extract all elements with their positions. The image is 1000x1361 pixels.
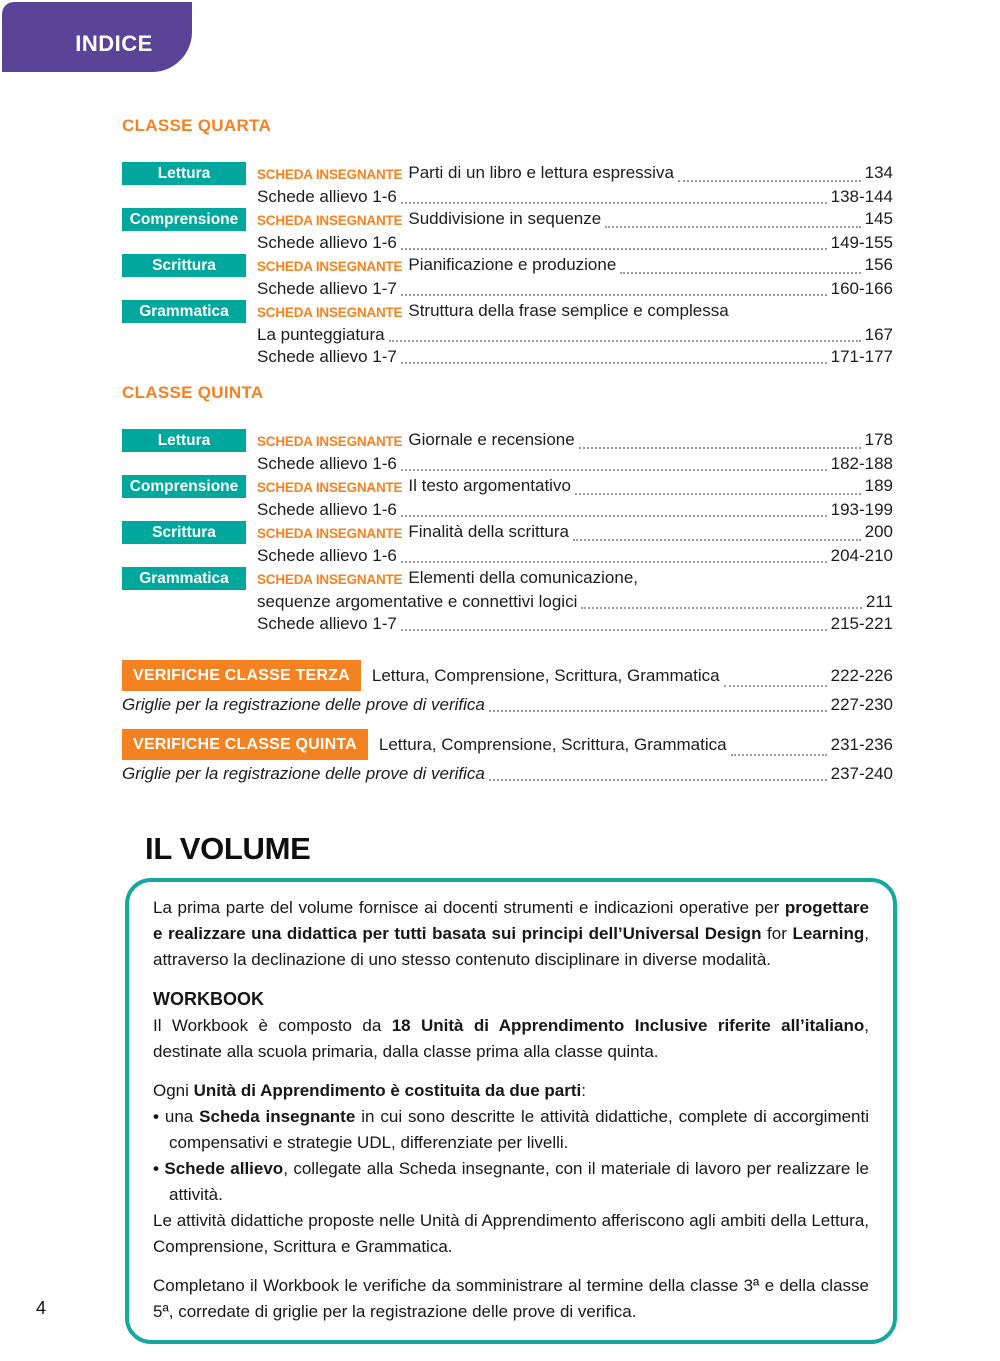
dot-leader	[489, 710, 827, 712]
entry-line	[257, 475, 893, 499]
text-run: una	[164, 1107, 200, 1126]
index-content	[122, 116, 893, 1344]
dot-leader	[389, 340, 861, 342]
dot-leader	[605, 226, 860, 228]
entry-title: sequenze argomentative e connettivi logici	[257, 592, 578, 611]
entry-line	[257, 545, 893, 567]
page-number: 160-166	[830, 279, 893, 298]
dot-leader	[401, 629, 827, 631]
index-entry-comprensione	[122, 208, 893, 254]
verifiche-block	[122, 660, 893, 785]
griglie-label: Griglie per la registrazione delle prove di verifica	[122, 695, 485, 714]
page-number: 145	[864, 209, 893, 228]
page-number: 134	[864, 163, 893, 182]
entry-title: Schede allievo 1-6	[257, 500, 397, 519]
dot-leader	[401, 561, 827, 563]
entry-title: La punteggiatura	[257, 325, 385, 344]
entry-line	[257, 521, 893, 545]
section-title: CLASSE QUINTA	[122, 383, 264, 402]
indice-tab	[2, 2, 192, 72]
category-badge-scrittura: Scrittura	[122, 521, 246, 544]
entry-title: Schede allievo 1-7	[257, 347, 397, 366]
page-number: 182-188	[830, 454, 893, 473]
text-run: in cui sono descritte le attività didattiche, complete di accorgimenti compensativi e strategie UDL, differenziate per livelli.	[169, 1107, 870, 1152]
verifiche-subjects: Lettura, Comprensione, Scrittura, Grammatica	[371, 666, 720, 685]
text-run: , collegate alla Scheda insegnante, con il materiale di lavoro per realizzare le attività.	[169, 1159, 869, 1204]
volume-box	[125, 878, 897, 1344]
dot-leader	[489, 779, 827, 781]
griglie-row	[122, 694, 893, 716]
entry-line	[257, 591, 893, 613]
category-badge-lettura: Lettura	[122, 162, 246, 185]
entry-title: Parti di un libro e lettura espressiva	[408, 163, 674, 182]
indice-tab-label: INDICE	[75, 31, 153, 56]
category-badge-comprensione: Comprensione	[122, 475, 246, 498]
text-run: , attraverso la declinazione di uno stesso contenuto disciplinare in diverse modalità.	[153, 924, 869, 969]
dot-leader	[581, 607, 862, 609]
scheda-insegnante-label: SCHEDA INSEGNANTE	[257, 434, 403, 449]
workbook-paragraph	[153, 1013, 869, 1065]
scheda-insegnante-label: SCHEDA INSEGNANTE	[257, 572, 403, 587]
page-number: 149-155	[830, 233, 893, 252]
index-entry-scrittura	[122, 254, 893, 300]
page-footer-number: 4	[36, 1298, 47, 1318]
page-number: 189	[864, 476, 893, 495]
text-run-bold: Unità di Apprendimento è costituita da due parti	[193, 1081, 582, 1100]
entry-line	[257, 567, 893, 591]
dot-leader	[401, 202, 827, 204]
text-run: Il Workbook è composto da	[153, 1016, 392, 1035]
index-entry-lettura	[122, 162, 893, 208]
index-entry-scrittura	[122, 521, 893, 567]
entry-line	[257, 186, 893, 208]
verifiche-badge: VERIFICHE CLASSE QUINTA	[122, 729, 368, 760]
verifiche-classe-quinta	[122, 729, 893, 785]
volume-intro-paragraph	[153, 895, 869, 973]
entry-line	[257, 300, 893, 324]
entry-line	[257, 208, 893, 232]
workbook-heading: WORKBOOK	[153, 989, 264, 1009]
scheda-insegnante-label: SCHEDA INSEGNANTE	[257, 259, 403, 274]
entry-line	[257, 254, 893, 278]
ogni-paragraph	[153, 1078, 869, 1104]
dot-leader	[401, 469, 827, 471]
entry-line	[257, 499, 893, 521]
volume-heading: IL VOLUME	[145, 831, 311, 866]
entry-line	[257, 232, 893, 254]
entry-line	[257, 613, 893, 635]
text-run: Ogni	[153, 1081, 194, 1100]
griglie-label: Griglie per la registrazione delle prove di verifica	[122, 764, 485, 783]
text-run: for	[761, 924, 793, 943]
entry-title: Suddivisione in sequenze	[408, 209, 602, 228]
page-number: 222-226	[830, 666, 893, 685]
scheda-insegnante-label: SCHEDA INSEGNANTE	[257, 213, 403, 228]
text-run-bold: Learning	[792, 924, 865, 943]
category-badge-scrittura: Scrittura	[122, 254, 246, 277]
page-number: 227-230	[830, 695, 893, 714]
page-number: 178	[864, 430, 893, 449]
scheda-insegnante-label: SCHEDA INSEGNANTE	[257, 480, 403, 495]
category-badge-lettura: Lettura	[122, 429, 246, 452]
page-number: 138-144	[830, 187, 893, 206]
dot-leader	[401, 515, 827, 517]
verifiche-subjects: Lettura, Comprensione, Scrittura, Grammatica	[378, 735, 727, 754]
entry-line	[257, 162, 893, 186]
index-entry-comprensione	[122, 475, 893, 521]
dot-leader	[573, 539, 861, 541]
dot-leader	[678, 180, 861, 182]
dot-leader	[401, 362, 827, 364]
entry-title: Giornale e recensione	[408, 430, 575, 449]
index-entry-grammatica	[122, 300, 893, 368]
entry-line	[257, 324, 893, 346]
index-entry-lettura	[122, 429, 893, 475]
scheda-insegnante-label: SCHEDA INSEGNANTE	[257, 526, 403, 541]
entry-title: Struttura della frase semplice e complessa	[408, 301, 729, 320]
page-number: 171-177	[830, 347, 893, 366]
entry-title: Pianificazione e produzione	[408, 255, 617, 274]
entry-line	[257, 278, 893, 300]
bullet-item-scheda-insegnante	[153, 1104, 869, 1156]
entry-title: Finalità della scrittura	[408, 522, 569, 541]
entry-title: Schede allievo 1-7	[257, 279, 397, 298]
entry-title: Elementi della comunicazione,	[408, 568, 638, 587]
completano-paragraph: Completano il Workbook le verifiche da somministrare al termine della classe 3ª e della classe 5ª, corredate di griglie per la registrazione delle prove di verifica.	[153, 1276, 869, 1321]
entry-title: Schede allievo 1-6	[257, 454, 397, 473]
section-classe-quinta	[122, 383, 893, 635]
section-classe-quarta	[122, 116, 893, 368]
griglie-row	[122, 763, 893, 785]
entry-title: Il testo argomentativo	[408, 476, 571, 495]
page-number: 167	[864, 325, 893, 344]
bullet-item-schede-allievo	[153, 1156, 869, 1208]
category-badge-grammatica: Grammatica	[122, 300, 246, 323]
text-run-bold: progettare e realizzare una didattica per tutti basata sui principi dell’Universal Design	[153, 898, 869, 943]
entry-line	[257, 429, 893, 453]
entry-title: Schede allievo 1-7	[257, 614, 397, 633]
text-run-bold: 18 Unità di Apprendimento Inclusive riferite all’italiano	[391, 1016, 865, 1035]
page-number: 237-240	[830, 764, 893, 783]
scheda-insegnante-label: SCHEDA INSEGNANTE	[257, 167, 403, 182]
section-title: CLASSE QUARTA	[122, 116, 272, 135]
entry-title: Schede allievo 1-6	[257, 546, 397, 565]
dot-leader	[575, 493, 861, 495]
page-number: 200	[864, 522, 893, 541]
index-entry-grammatica	[122, 567, 893, 635]
dot-leader	[579, 447, 861, 449]
dot-leader	[731, 754, 827, 756]
page-number: 215-221	[830, 614, 893, 633]
page-number: 156	[864, 255, 893, 274]
verifiche-classe-terza	[122, 660, 893, 716]
text-run-bold: Schede allievo	[164, 1159, 284, 1178]
entry-line	[257, 453, 893, 475]
page-number: 204-210	[830, 546, 893, 565]
dot-leader	[401, 294, 827, 296]
entry-title: Schede allievo 1-6	[257, 187, 397, 206]
dot-leader	[724, 685, 827, 687]
text-run: La prima parte del volume fornisce ai docenti strumenti e indicazioni operative per	[153, 898, 785, 917]
category-badge-grammatica: Grammatica	[122, 567, 246, 590]
page-number: 231-236	[830, 735, 893, 754]
text-run: :	[581, 1081, 586, 1100]
scheda-insegnante-label: SCHEDA INSEGNANTE	[257, 305, 403, 320]
page-number: 193-199	[830, 500, 893, 519]
verifiche-badge: VERIFICHE CLASSE TERZA	[122, 660, 361, 691]
category-badge-comprensione: Comprensione	[122, 208, 246, 231]
dot-leader	[401, 248, 827, 250]
entry-title: Schede allievo 1-6	[257, 233, 397, 252]
page-number: 211	[865, 592, 893, 611]
dot-leader	[620, 272, 860, 274]
text-run-bold: Scheda insegnante	[199, 1107, 356, 1126]
text-run: , destinate alla scuola primaria, dalla classe prima alla classe quinta.	[153, 1016, 869, 1061]
ambiti-paragraph: Le attività didattiche proposte nelle Unità di Apprendimento afferiscono agli ambiti della Lettura, Comprensione, Scrittura e Grammatica.	[153, 1211, 869, 1256]
entry-line	[257, 346, 893, 368]
